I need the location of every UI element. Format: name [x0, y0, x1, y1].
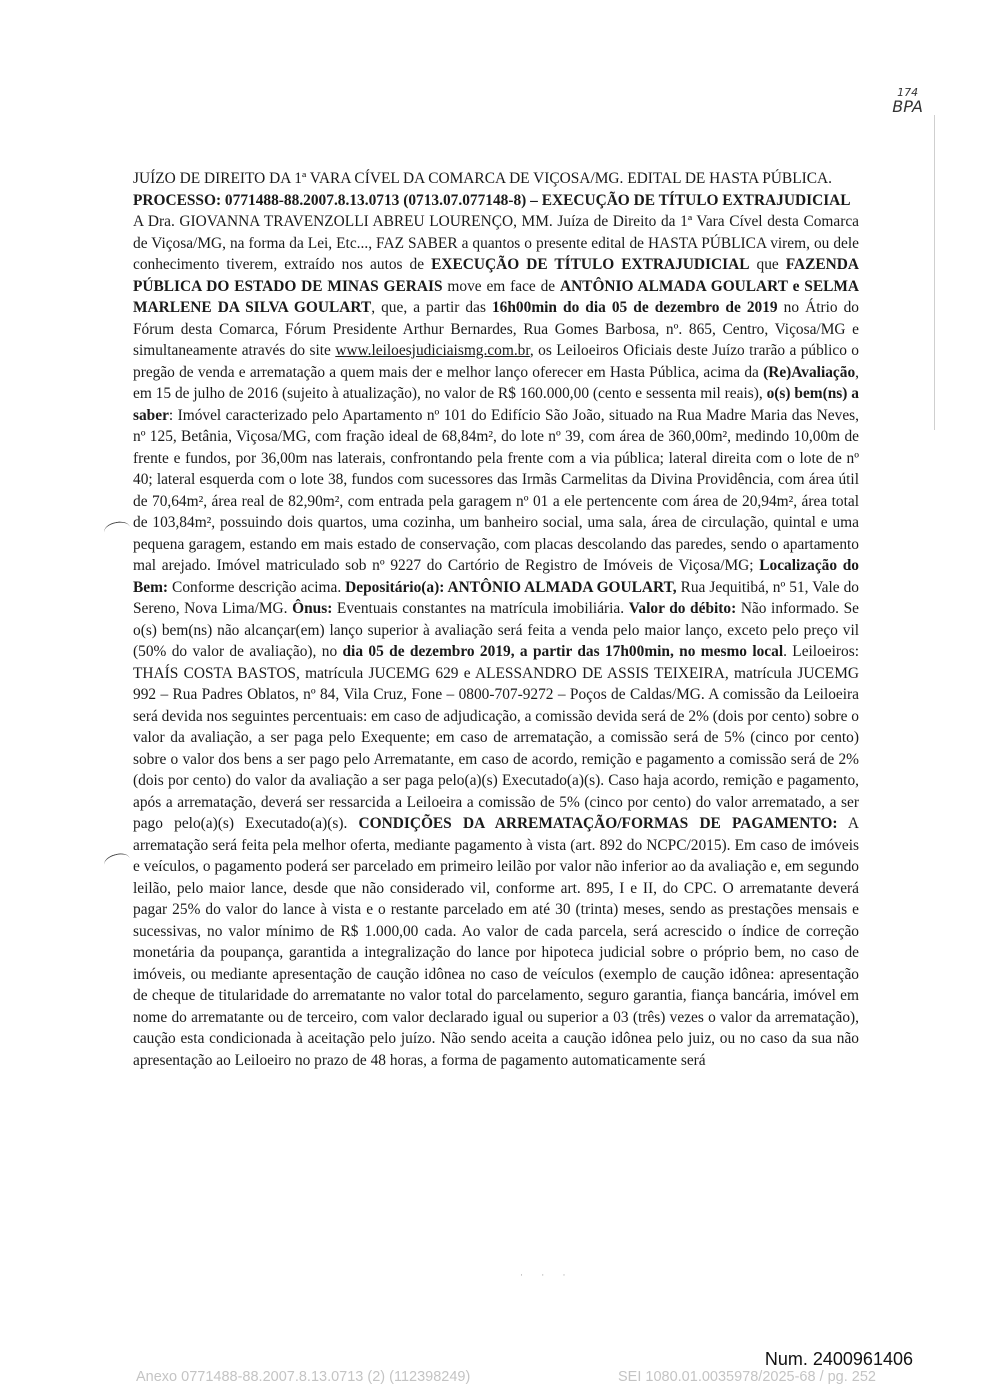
bens-label: o(s) bem(ns) a saber [133, 385, 859, 424]
property-description: : Imóvel caracterizado pelo Apartamento nº 101 do Edifício São João, situado na Rua Madre Maria das Neves, nº 125, Betânia, Viçosa/MG, com fração ideal de 68,84m², do lote nº 39, com área de 360,00m², medindo 10,00m de frente e fundos, por 36,00m nas laterais, confrontando pela frente com a via pública; lateral direita com o lote de nº 40; lateral esquerda com o lote 38, fundos com sucessores das Irmãs Carmelitas da Divina Providência, com área útil de 70,64m², área real de 82,90m², com entrada pela garagem nº 01 a ele pertencente com área de 20,94m², área total de 103,84m², possuindo dois quartos, uma cozinha, um banheiro social, uma sala, área de circulação, quintal e uma pequena garagem, estando em mais estado de conservação, com placas descolando das paredes, sendo o apartamento mal arejado. Imóvel matriculado sob nº 9227 do Cartório de Registro de Imóveis de Viçosa/MG; [133, 406, 859, 574]
auction-site-link[interactable]: www.leiloesjudiciaismg.com.br [335, 342, 530, 359]
plaintiff: FAZENDA PÚBLICA DO ESTADO DE MINAS GERAIS [133, 256, 859, 295]
text-run: Conforme descrição acima. [168, 578, 346, 596]
action-type: EXECUÇÃO DE TÍTULO EXTRAJUDICIAL [431, 256, 750, 273]
pen-mark [103, 519, 132, 539]
footer-annex: Anexo 0771488-88.2007.8.13.0713 (2) (112398249) [136, 1369, 471, 1385]
edital-body [133, 211, 859, 1071]
reavaliacao-label: (Re)Avaliação [763, 363, 856, 381]
onus-label: Ônus: [292, 600, 333, 617]
text-run: Rua Jequitibá, nº 51, Vale do Sereno, Nova Lima/MG. [133, 578, 859, 617]
text-run: que [749, 256, 786, 273]
footer-sei-ref: SEI 1080.01.0035978/2025-68 / pg. 252 [618, 1369, 876, 1385]
conditions-heading: CONDIÇÕES DA ARREMATAÇÃO/FORMAS DE PAGAMENTO: [358, 815, 838, 832]
auction-datetime-1: 16h00min do dia 05 de dezembro de 2019 [491, 299, 778, 316]
text-run: A Dra. GIOVANNA TRAVENZOLLI ABREU LOURENÇO, MM. Juíza de Direito da 1ª Vara Cível desta Comarca de Viçosa/MG, na forma da Lei, Etc..., FAZ SABER a quantos o presente edital de HASTA PÚBLICA virem, ou dele conhecimento tiverem, extraído nos autos de [133, 213, 859, 273]
handwritten-initials: BPA [892, 97, 923, 116]
handwritten-annotation [892, 86, 923, 114]
location-label: Localização do Bem: [133, 557, 860, 596]
handwritten-page-number: 174 [897, 86, 919, 99]
document-number-stamp: Num. 2400961406 [764, 1349, 913, 1369]
text-run: Não informado. Se o(s) bem(ns) não alcançar(em) lanço superior à avaliação será feita a venda pelo maior lanço, exceto pelo preço vil (50% do valor de avaliação), no [133, 600, 859, 660]
court-header: JUÍZO DE DIREITO DA 1ª VARA CÍVEL DA COMARCA DE VIÇOSA/MG. EDITAL DE HASTA PÚBLICA. [133, 170, 832, 187]
text-run: , os Leiloeiros Oficiais deste Juízo trarão a público o pregão de venda e arrematação a quem mais der e melhor lanço oferecer em Hasta Pública, acima da [133, 342, 860, 381]
text-run: no Átrio do Fórum desta Comarca, Fórum Presidente Arthur Bernardes, Rua Gomes Barbosa, nº. 865, Centro, Viçosa/MG e simultaneamente através do site [133, 299, 859, 359]
text-run: , em 15 de julho de 2016 (sujeito à atualização), no valor de R$ 160.000,00 (cento e sessenta mil reais), [133, 363, 859, 402]
process-number: PROCESSO: 0771488-88.2007.8.13.0713 (0713.07.077148-8) – EXECUÇÃO DE TÍTULO EXTRAJUDICIAL [133, 191, 851, 209]
text-run: , que, a partir das [371, 299, 492, 316]
defendants: ANTÔNIO ALMADA GOULART e SELMA MARLENE DA SILVA GOULART [133, 277, 859, 316]
pen-mark [103, 851, 132, 872]
text-run: Eventuais constantes na matrícula imobiliária. [332, 600, 629, 617]
payment-conditions-text: A arrematação será feita pela melhor oferta, mediante pagamento à vista (art. 892 do NCPC/2015). Em caso de imóveis e veículos, o pagamento poderá ser parcelado em primeiro leilão por valor não inferior ao da avaliação e, em segundo leilão, pelo maior lance, desde que não considerado vil, conforme art. 895, I e II, do CPC. O arrematante deverá pagar 25% do valor do lance à vista e o restante parcelado em até 30 (trinta) meses, sendo as prestações mensais e sucessivas, no valor mínimo de R$ 1.000,00 cada. Ao valor de cada parcela, será acrescido o índice de correção monetária da poupança, garantida a integralização do lance por hipoteca judicial sobre o próprio bem, no caso de imóveis, ou mediante apresentação de caução idônea no caso de veículos (exemplo de caução idônea: apresentação de cheque de titularidade do arrematante no valor total do parcelamento, seguro garantia, fiança bancária, imóvel em nome do arrematante ou de terceiro, com valor declarado igual ou superior a 03 (três) vezes o valor da arrematação), caução esta condicionada à aceitação pelo juízo. Não sendo aceita a caução idônea pelo juiz, ou no caso da sua não apresentação ao Leiloeiro no prazo de 48 horas, a forma de pagamento automaticamente será [133, 815, 859, 1069]
scan-specks: · · · [520, 1270, 574, 1280]
auction-datetime-2: dia 05 de dezembro 2019, a partir das 17h00min, no mesmo local [342, 643, 784, 660]
margin-line [934, 115, 935, 430]
depositary-label: Depositário(a): ANTÔNIO ALMADA GOULART, [345, 578, 677, 596]
debt-label: Valor do débito: [628, 600, 737, 617]
commission-text: . Leiloeiros: THAÍS COSTA BASTOS, matrícula JUCEMG 629 e ALESSANDRO DE ASSIS TEIXEIRA, matrícula JUCEMG 992 – Rua Padres Oblatos, nº 84, Vila Cruz, Fone – 0800-707-9272 – Poços de Caldas/MG. A comissão da Leiloeira será devida nos seguintes percentuais: em caso de adjudicação, a comissão devida será de 2% (dois por cento) sobre o valor da avaliação, a ser paga pelo Exequente; em caso de arrematação, a comissão será de 5% (cinco por cento) sobre o valor dos bens a ser pago pelo Arrematante, em caso de acordo, remição e pagamento a comissão será de 2% (dois por cento) do valor da avaliação a ser paga pelo(a)(s) Executado(a)(s). Caso haja acordo, remição e pagamento, após a arrematação, deverá ser ressarcida a Leiloeira a comissão de 5% (cinco por cento) do valor arrematado, a ser pago pelo(a)(s) Executado(a)(s). [133, 643, 859, 832]
process-line [133, 190, 859, 212]
text-run: move em face de [442, 277, 560, 295]
edital-text [133, 168, 859, 1071]
footer-watermark [136, 1369, 876, 1385]
